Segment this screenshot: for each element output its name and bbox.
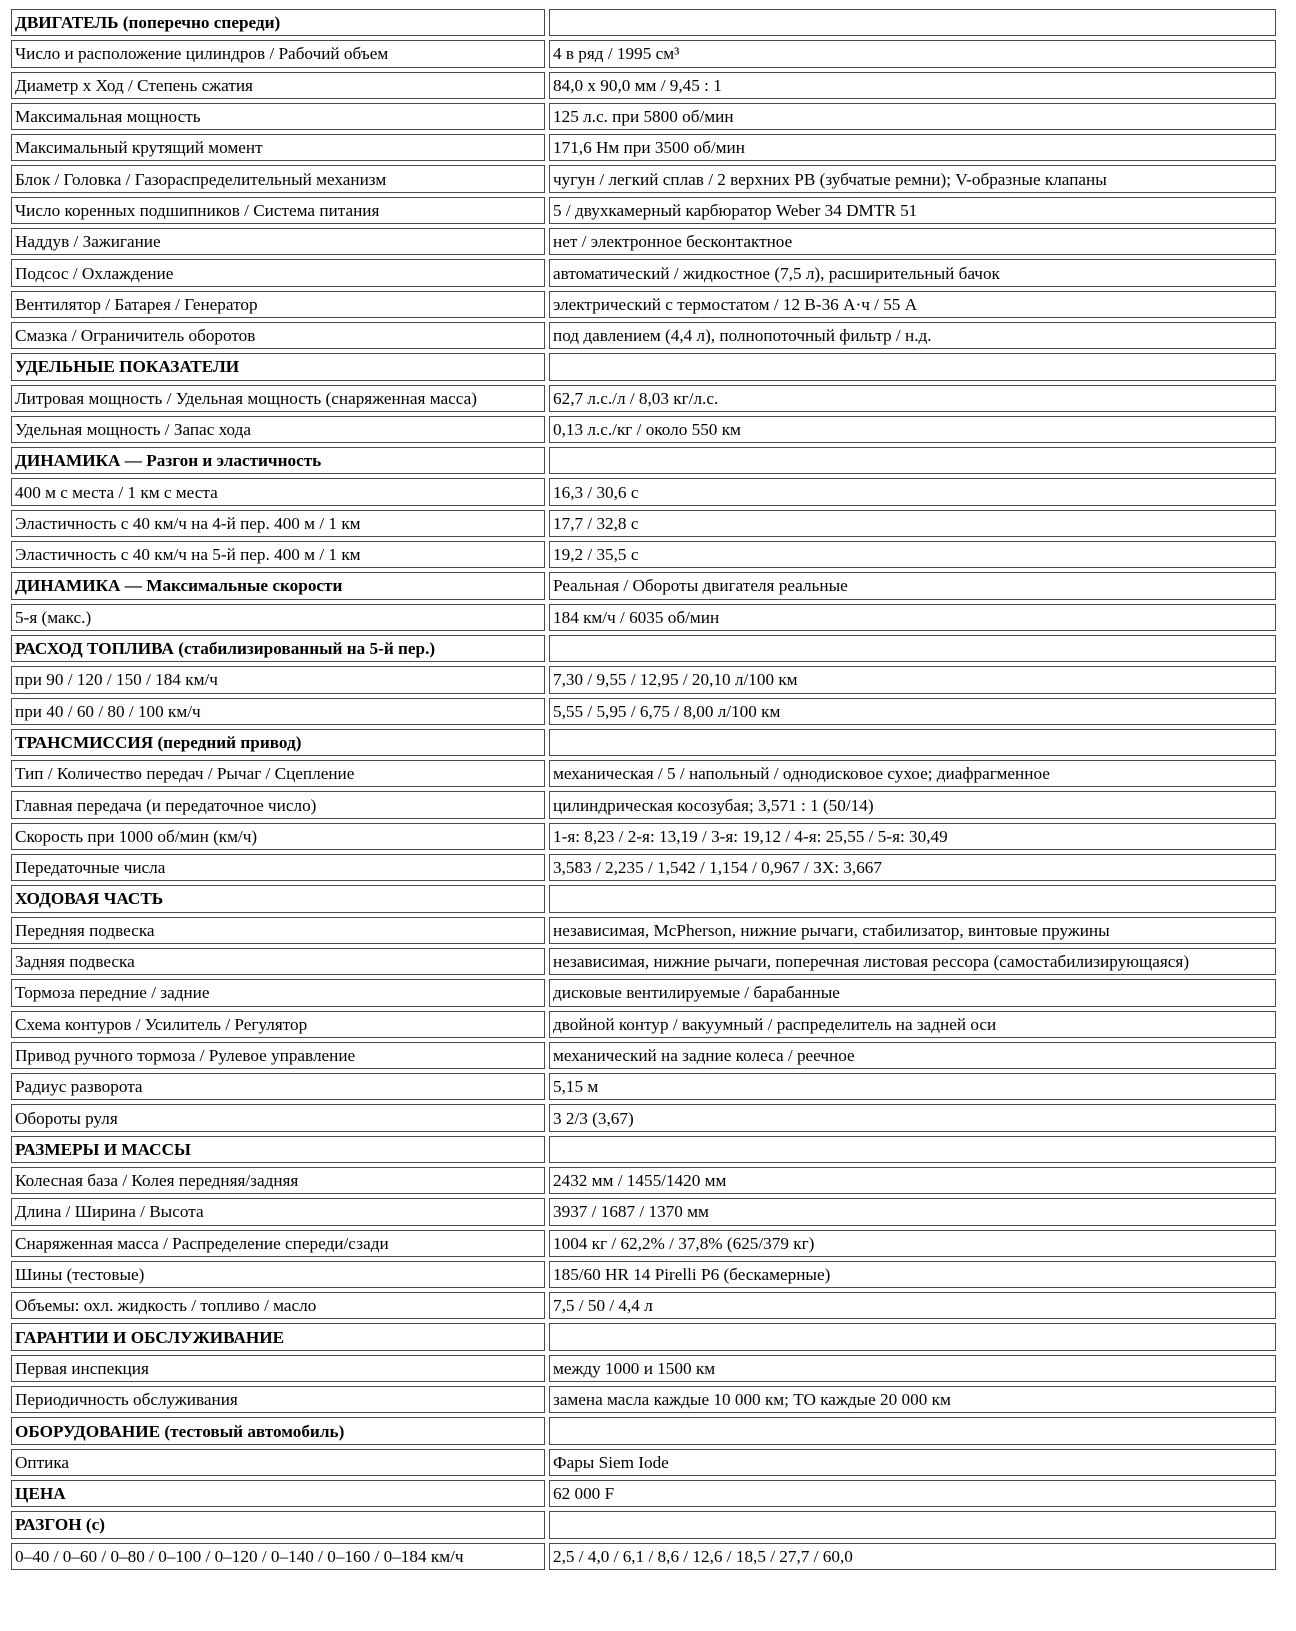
table-row [11, 1011, 1276, 1038]
spec-label: Тормоза передние / задние [11, 979, 545, 1006]
section-header-row [11, 1511, 1276, 1538]
table-row [11, 604, 1276, 631]
section-title: РАСХОД ТОПЛИВА (стабилизированный на 5-й пер.) [11, 635, 545, 662]
spec-label: Первая инспекция [11, 1355, 545, 1382]
section-title: ЦЕНА [11, 1480, 545, 1507]
spec-label: Удельная мощность / Запас хода [11, 416, 545, 443]
spec-label: Схема контуров / Усилитель / Регулятор [11, 1011, 545, 1038]
spec-value [549, 1323, 1276, 1350]
spec-value: механическая / 5 / напольный / однодисковое сухое; диафрагменное [549, 760, 1276, 787]
spec-value: 84,0 x 90,0 мм / 9,45 : 1 [549, 72, 1276, 99]
spec-label: Передняя подвеска [11, 917, 545, 944]
table-row [11, 385, 1276, 412]
spec-value: 5,15 м [549, 1073, 1276, 1100]
spec-label: Максимальный крутящий момент [11, 134, 545, 161]
table-row [11, 40, 1276, 67]
spec-label: Периодичность обслуживания [11, 1386, 545, 1413]
table-row [11, 259, 1276, 286]
spec-value: электрический с термостатом / 12 В-36 А·ч / 55 А [549, 291, 1276, 318]
table-row [11, 1449, 1276, 1476]
spec-value: 7,30 / 9,55 / 12,95 / 20,10 л/100 км [549, 666, 1276, 693]
spec-label: Число и расположение цилиндров / Рабочий объем [11, 40, 545, 67]
spec-value: 125 л.с. при 5800 об/мин [549, 103, 1276, 130]
spec-value: 16,3 / 30,6 с [549, 478, 1276, 505]
spec-label: Смазка / Ограничитель оборотов [11, 322, 545, 349]
spec-label: Эластичность с 40 км/ч на 4-й пер. 400 м / 1 км [11, 510, 545, 537]
section-title: УДЕЛЬНЫЕ ПОКАЗАТЕЛИ [11, 353, 545, 380]
spec-label: Колесная база / Колея передняя/задняя [11, 1167, 545, 1194]
spec-value: 3 2/3 (3,67) [549, 1104, 1276, 1131]
spec-value: 3937 / 1687 / 1370 мм [549, 1198, 1276, 1225]
table-row [11, 979, 1276, 1006]
section-header-row [11, 1480, 1276, 1507]
spec-value: 2,5 / 4,0 / 6,1 / 8,6 / 12,6 / 18,5 / 27,7 / 60,0 [549, 1543, 1276, 1570]
table-row [11, 197, 1276, 224]
section-title: ТРАНСМИССИЯ (передний привод) [11, 729, 545, 756]
spec-value: замена масла каждые 10 000 км; ТО каждые 20 000 км [549, 1386, 1276, 1413]
spec-label: при 90 / 120 / 150 / 184 км/ч [11, 666, 545, 693]
spec-label: Наддув / Зажигание [11, 228, 545, 255]
spec-value [549, 1136, 1276, 1163]
spec-value [549, 9, 1276, 36]
table-row [11, 165, 1276, 192]
spec-label: Литровая мощность / Удельная мощность (снаряженная масса) [11, 385, 545, 412]
table-row [11, 1073, 1276, 1100]
table-row [11, 1230, 1276, 1257]
table-row [11, 948, 1276, 975]
spec-label: Скорость при 1000 об/мин (км/ч) [11, 823, 545, 850]
spec-label: Шины (тестовые) [11, 1261, 545, 1288]
section-title: ХОДОВАЯ ЧАСТЬ [11, 885, 545, 912]
spec-value: 5 / двухкамерный карбюратор Weber 34 DMTR 51 [549, 197, 1276, 224]
spec-value: 2432 мм / 1455/1420 мм [549, 1167, 1276, 1194]
spec-label: Объемы: охл. жидкость / топливо / масло [11, 1292, 545, 1319]
section-header-row [11, 885, 1276, 912]
spec-label: Радиус разворота [11, 1073, 545, 1100]
table-row [11, 1261, 1276, 1288]
spec-value: 171,6 Нм при 3500 об/мин [549, 134, 1276, 161]
spec-label: Оптика [11, 1449, 545, 1476]
table-row [11, 291, 1276, 318]
spec-table [7, 5, 1280, 1574]
table-row [11, 416, 1276, 443]
spec-label: Диаметр х Ход / Степень сжатия [11, 72, 545, 99]
section-header-row [11, 635, 1276, 662]
section-header-row [11, 572, 1276, 599]
spec-value: 19,2 / 35,5 с [549, 541, 1276, 568]
table-row [11, 823, 1276, 850]
spec-label: Задняя подвеска [11, 948, 545, 975]
spec-value: независимая, нижние рычаги, поперечная листовая рессора (самостабилизирующаяся) [549, 948, 1276, 975]
spec-label: 400 м с места / 1 км с места [11, 478, 545, 505]
spec-value: 1004 кг / 62,2% / 37,8% (625/379 кг) [549, 1230, 1276, 1257]
table-row [11, 478, 1276, 505]
spec-value [549, 635, 1276, 662]
spec-value: 1-я: 8,23 / 2-я: 13,19 / 3-я: 19,12 / 4-я: 25,55 / 5-я: 30,49 [549, 823, 1276, 850]
spec-value [549, 729, 1276, 756]
spec-value: 0,13 л.с./кг / около 550 км [549, 416, 1276, 443]
spec-value: нет / электронное бесконтактное [549, 228, 1276, 255]
table-row [11, 791, 1276, 818]
spec-label: Эластичность с 40 км/ч на 5-й пер. 400 м / 1 км [11, 541, 545, 568]
spec-value [549, 1417, 1276, 1444]
table-row [11, 510, 1276, 537]
spec-value: 184 км/ч / 6035 об/мин [549, 604, 1276, 631]
spec-label: при 40 / 60 / 80 / 100 км/ч [11, 698, 545, 725]
spec-label: Число коренных подшипников / Система питания [11, 197, 545, 224]
spec-label: Тип / Количество передач / Рычаг / Сцепление [11, 760, 545, 787]
table-row [11, 854, 1276, 881]
table-row [11, 1167, 1276, 1194]
spec-value: независимая, McPherson, нижние рычаги, стабилизатор, винтовые пружины [549, 917, 1276, 944]
spec-value [549, 353, 1276, 380]
table-row [11, 134, 1276, 161]
section-header-row [11, 1417, 1276, 1444]
spec-value: Реальная / Обороты двигателя реальные [549, 572, 1276, 599]
spec-value: механический на задние колеса / реечное [549, 1042, 1276, 1069]
spec-label: Передаточные числа [11, 854, 545, 881]
spec-value: под давлением (4,4 л), полнопоточный фильтр / н.д. [549, 322, 1276, 349]
spec-label: Главная передача (и передаточное число) [11, 791, 545, 818]
spec-label: 0–40 / 0–60 / 0–80 / 0–100 / 0–120 / 0–140 / 0–160 / 0–184 км/ч [11, 1543, 545, 1570]
section-header-row [11, 353, 1276, 380]
section-title: РАЗМЕРЫ И МАССЫ [11, 1136, 545, 1163]
table-row [11, 1042, 1276, 1069]
spec-label: Обороты руля [11, 1104, 545, 1131]
spec-value [549, 447, 1276, 474]
section-title: ДВИГАТЕЛЬ (поперечно спереди) [11, 9, 545, 36]
spec-value: автоматический / жидкостное (7,5 л), расширительный бачок [549, 259, 1276, 286]
spec-value: 5,55 / 5,95 / 6,75 / 8,00 л/100 км [549, 698, 1276, 725]
spec-label: Снаряженная масса / Распределение спереди/сзади [11, 1230, 545, 1257]
section-header-row [11, 447, 1276, 474]
spec-value: 62,7 л.с./л / 8,03 кг/л.с. [549, 385, 1276, 412]
spec-label: Блок / Головка / Газораспределительный механизм [11, 165, 545, 192]
table-row [11, 1543, 1276, 1570]
table-row [11, 103, 1276, 130]
spec-label: Привод ручного тормоза / Рулевое управление [11, 1042, 545, 1069]
table-row [11, 760, 1276, 787]
table-row [11, 1104, 1276, 1131]
spec-value: Фары Siem Iode [549, 1449, 1276, 1476]
spec-label: Длина / Ширина / Высота [11, 1198, 545, 1225]
table-row [11, 228, 1276, 255]
table-row [11, 1292, 1276, 1319]
table-row [11, 322, 1276, 349]
section-header-row [11, 1136, 1276, 1163]
section-header-row [11, 9, 1276, 36]
table-row [11, 1386, 1276, 1413]
spec-value: чугун / легкий сплав / 2 верхних РВ (зубчатые ремни); V-образные клапаны [549, 165, 1276, 192]
spec-value: дисковые вентилируемые / барабанные [549, 979, 1276, 1006]
section-title: РАЗГОН (с) [11, 1511, 545, 1538]
spec-label: Максимальная мощность [11, 103, 545, 130]
spec-label: Вентилятор / Батарея / Генератор [11, 291, 545, 318]
spec-value: цилиндрическая косозубая; 3,571 : 1 (50/14) [549, 791, 1276, 818]
spec-value: 62 000 F [549, 1480, 1276, 1507]
spec-value: двойной контур / вакуумный / распределитель на задней оси [549, 1011, 1276, 1038]
spec-value: 185/60 HR 14 Pirelli P6 (бескамерные) [549, 1261, 1276, 1288]
spec-label: 5-я (макс.) [11, 604, 545, 631]
section-header-row [11, 729, 1276, 756]
spec-value: 4 в ряд / 1995 см³ [549, 40, 1276, 67]
section-title: ОБОРУДОВАНИЕ (тестовый автомобиль) [11, 1417, 545, 1444]
spec-table-body [11, 9, 1276, 1570]
table-row [11, 1355, 1276, 1382]
spec-label: Подсос / Охлаждение [11, 259, 545, 286]
table-row [11, 917, 1276, 944]
table-row [11, 1198, 1276, 1225]
section-title: ДИНАМИКА — Разгон и эластичность [11, 447, 545, 474]
table-row [11, 72, 1276, 99]
section-title: ДИНАМИКА — Максимальные скорости [11, 572, 545, 599]
spec-value: 3,583 / 2,235 / 1,542 / 1,154 / 0,967 / ЗХ: 3,667 [549, 854, 1276, 881]
table-row [11, 698, 1276, 725]
section-header-row [11, 1323, 1276, 1350]
spec-value: 17,7 / 32,8 с [549, 510, 1276, 537]
spec-value: 7,5 / 50 / 4,4 л [549, 1292, 1276, 1319]
table-row [11, 666, 1276, 693]
section-title: ГАРАНТИИ И ОБСЛУЖИВАНИЕ [11, 1323, 545, 1350]
spec-value [549, 1511, 1276, 1538]
table-row [11, 541, 1276, 568]
spec-value: между 1000 и 1500 км [549, 1355, 1276, 1382]
spec-value [549, 885, 1276, 912]
